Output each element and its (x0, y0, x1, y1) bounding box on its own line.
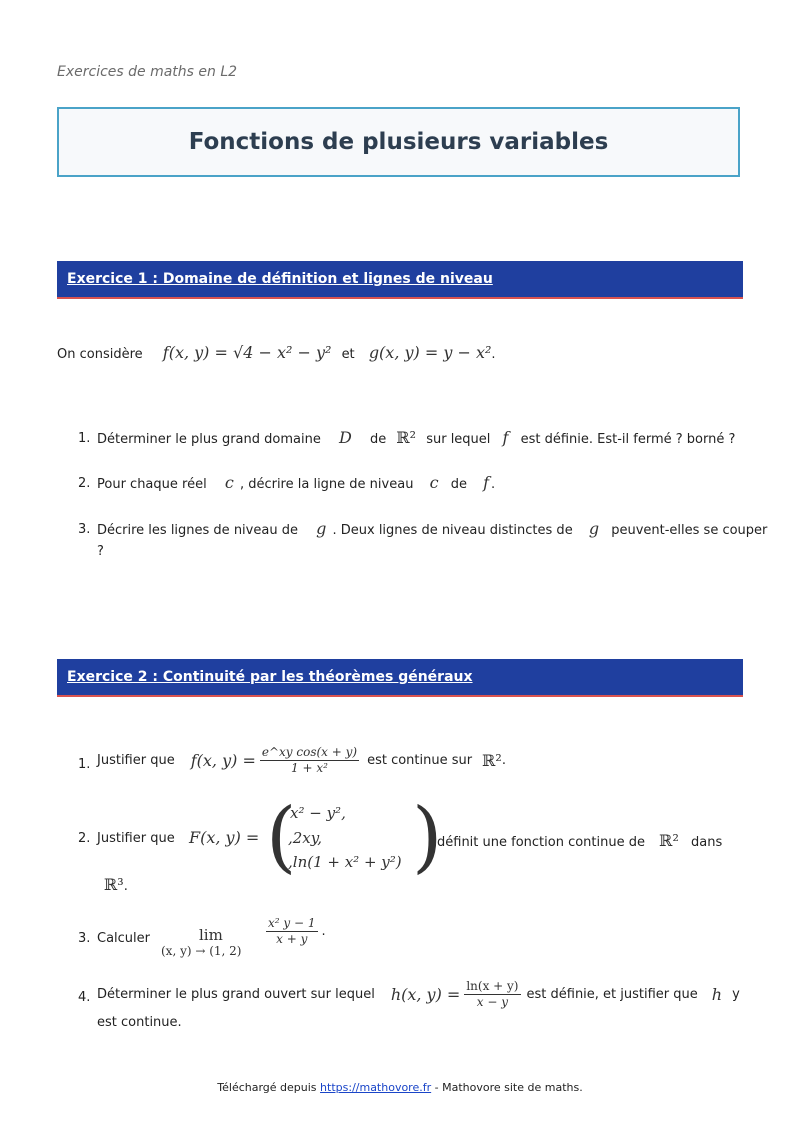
ex1-item-3 (97, 519, 767, 538)
exercise-1-intro: On considère f(x, y) = √4 − x² − y² et g(x, y) = y − x². (57, 343, 496, 362)
ex2-item-2-text-2: définit une fonction continue de (437, 835, 645, 850)
ex2-item-1 (97, 745, 506, 776)
ex2-item-3-numerator: x² y − 1 (268, 916, 316, 930)
footer-link[interactable]: https://mathovore.fr (320, 1081, 432, 1094)
ex2-item-2-left-paren: ( (266, 792, 297, 882)
footer-prefix: Téléchargé depuis (217, 1081, 317, 1094)
ex2-item-3-text-2: . (321, 924, 326, 939)
ex2-item-2-math-3: ℝ³ (104, 875, 124, 894)
ex2-item-3-fraction (266, 916, 318, 947)
ex1-item-2-math-2: c (429, 473, 439, 492)
ex2-item-4-lhs: h(x, y) = (390, 985, 461, 1004)
ex1-item-1-number: 1. (78, 431, 91, 446)
ex2-item-4-text-4: est continue. (97, 1015, 182, 1030)
ex2-item-2-math-2: ℝ² (659, 831, 679, 850)
ex1-item-1-text-1: Déterminer le plus grand domaine (97, 432, 321, 447)
ex2-item-1-number: 1. (78, 757, 91, 772)
page-subtitle: Exercices de maths en L2 (57, 64, 238, 80)
ex2-item-2-text-4: . (123, 879, 128, 894)
exercise-1-heading-text: Exercice 1 : Domaine de définition et lignes de niveau (67, 271, 493, 287)
ex1-item-2-text-3: de (450, 477, 467, 492)
ex2-item-4-text-1: Déterminer le plus grand ouvert sur lequel (97, 987, 375, 1002)
ex1-item-3-text-3: peuvent-elles se couper (611, 523, 768, 538)
ex2-item-3-number: 3. (78, 931, 91, 946)
intro-and: et (341, 347, 355, 362)
ex2-item-4-text-2: est définie, et justifier que (526, 987, 698, 1002)
ex1-item-2-text-1: Pour chaque réel (97, 477, 207, 492)
exercise-2-heading (57, 659, 743, 697)
ex2-item-3-text-1: Calculer (97, 931, 150, 946)
ex1-item-3-math-2: g (588, 519, 600, 538)
ex1-item-2-math-3: f (483, 473, 489, 492)
intro-g-formula: g(x, y) = y − x² (368, 343, 492, 362)
ex1-item-3-math-1: g (316, 519, 327, 538)
footer-suffix: - Mathovore site de maths. (434, 1081, 583, 1094)
ex2-item-2-line-2 (104, 875, 128, 894)
ex2-item-2-vector-2: ,2xy, (288, 829, 323, 847)
ex2-item-3-lim: lim (199, 926, 223, 944)
ex2-item-3-expression (262, 916, 326, 947)
ex1-item-3-number: 3. (78, 522, 91, 537)
ex2-item-1-math-2: ℝ² (482, 751, 502, 770)
ex2-item-4-fraction (464, 979, 520, 1010)
ex2-item-1-fraction (260, 745, 359, 776)
ex2-item-3-denominator: x + y (276, 932, 308, 946)
ex1-item-1-math-3: f (502, 428, 509, 447)
ex2-item-3-lim-subscript: (x, y) → (1, 2) (161, 944, 242, 958)
ex2-item-4-text-3: y (732, 987, 740, 1002)
ex1-item-3-text-4: ? (97, 544, 104, 559)
ex1-item-1-text-3: sur lequel (426, 432, 491, 447)
title-box (57, 107, 740, 177)
ex2-item-1-text-1: Justifier que (97, 753, 175, 768)
ex1-item-1-math-1: D (338, 428, 352, 447)
ex2-item-1-text-3: . (501, 753, 506, 768)
ex1-item-3-text-2: . Deux lignes de niveau distinctes de (332, 523, 573, 538)
ex1-item-2-number: 2. (78, 476, 91, 491)
ex2-item-1-denominator: 1 + x² (291, 761, 328, 775)
ex1-item-2-text-2: , décrire la ligne de niveau (239, 477, 414, 492)
ex2-item-4-denominator: x − y (476, 995, 509, 1009)
ex2-item-1-lhs: f(x, y) = (190, 751, 256, 770)
exercise-2-heading-text: Exercice 2 : Continuité par les théorèmes généraux (67, 669, 473, 685)
ex2-item-4-numerator: ln(x + y) (466, 979, 519, 993)
ex2-item-2-vector-1: x² − y², (290, 804, 346, 822)
ex1-item-1-math-2: ℝ² (396, 428, 417, 447)
ex2-item-2-lhs: F(x, y) = (189, 828, 260, 847)
intro-text: On considère (57, 347, 143, 362)
ex2-item-2-line (437, 831, 722, 850)
ex2-item-4-number: 4. (78, 990, 91, 1005)
ex1-item-1 (97, 428, 735, 447)
ex1-item-1-text-2: de (369, 432, 387, 447)
page-title: Fonctions de plusieurs variables (188, 129, 609, 155)
ex2-item-4 (97, 979, 740, 1010)
ex2-item-2-text-1: Justifier que (97, 831, 175, 846)
ex2-item-4-math-2: h (711, 985, 723, 1004)
ex2-item-2-number: 2. (78, 831, 91, 846)
ex1-item-1-text-4: est définie. Est-il fermé ? borné ? (520, 432, 736, 447)
ex2-item-1-numerator: e^xy cos(x + y) (261, 745, 358, 759)
intro-f-formula: f(x, y) = √4 − x² − y² (162, 343, 332, 362)
ex1-item-2-text-4: . (491, 477, 496, 492)
footer (0, 1081, 800, 1094)
ex2-item-2-right-paren: ) (412, 792, 443, 882)
exercise-1-heading (57, 261, 743, 299)
ex2-item-2-vector-3: ,ln(1 + x² + y²) (288, 853, 402, 871)
ex1-item-2-math-1: c (224, 473, 234, 492)
ex2-item-2-text-3: dans (691, 835, 723, 850)
ex2-item-1-text-2: est continue sur (367, 753, 473, 768)
ex1-item-3-text-1: Décrire les lignes de niveau de (97, 523, 298, 538)
ex1-item-2 (97, 473, 495, 492)
